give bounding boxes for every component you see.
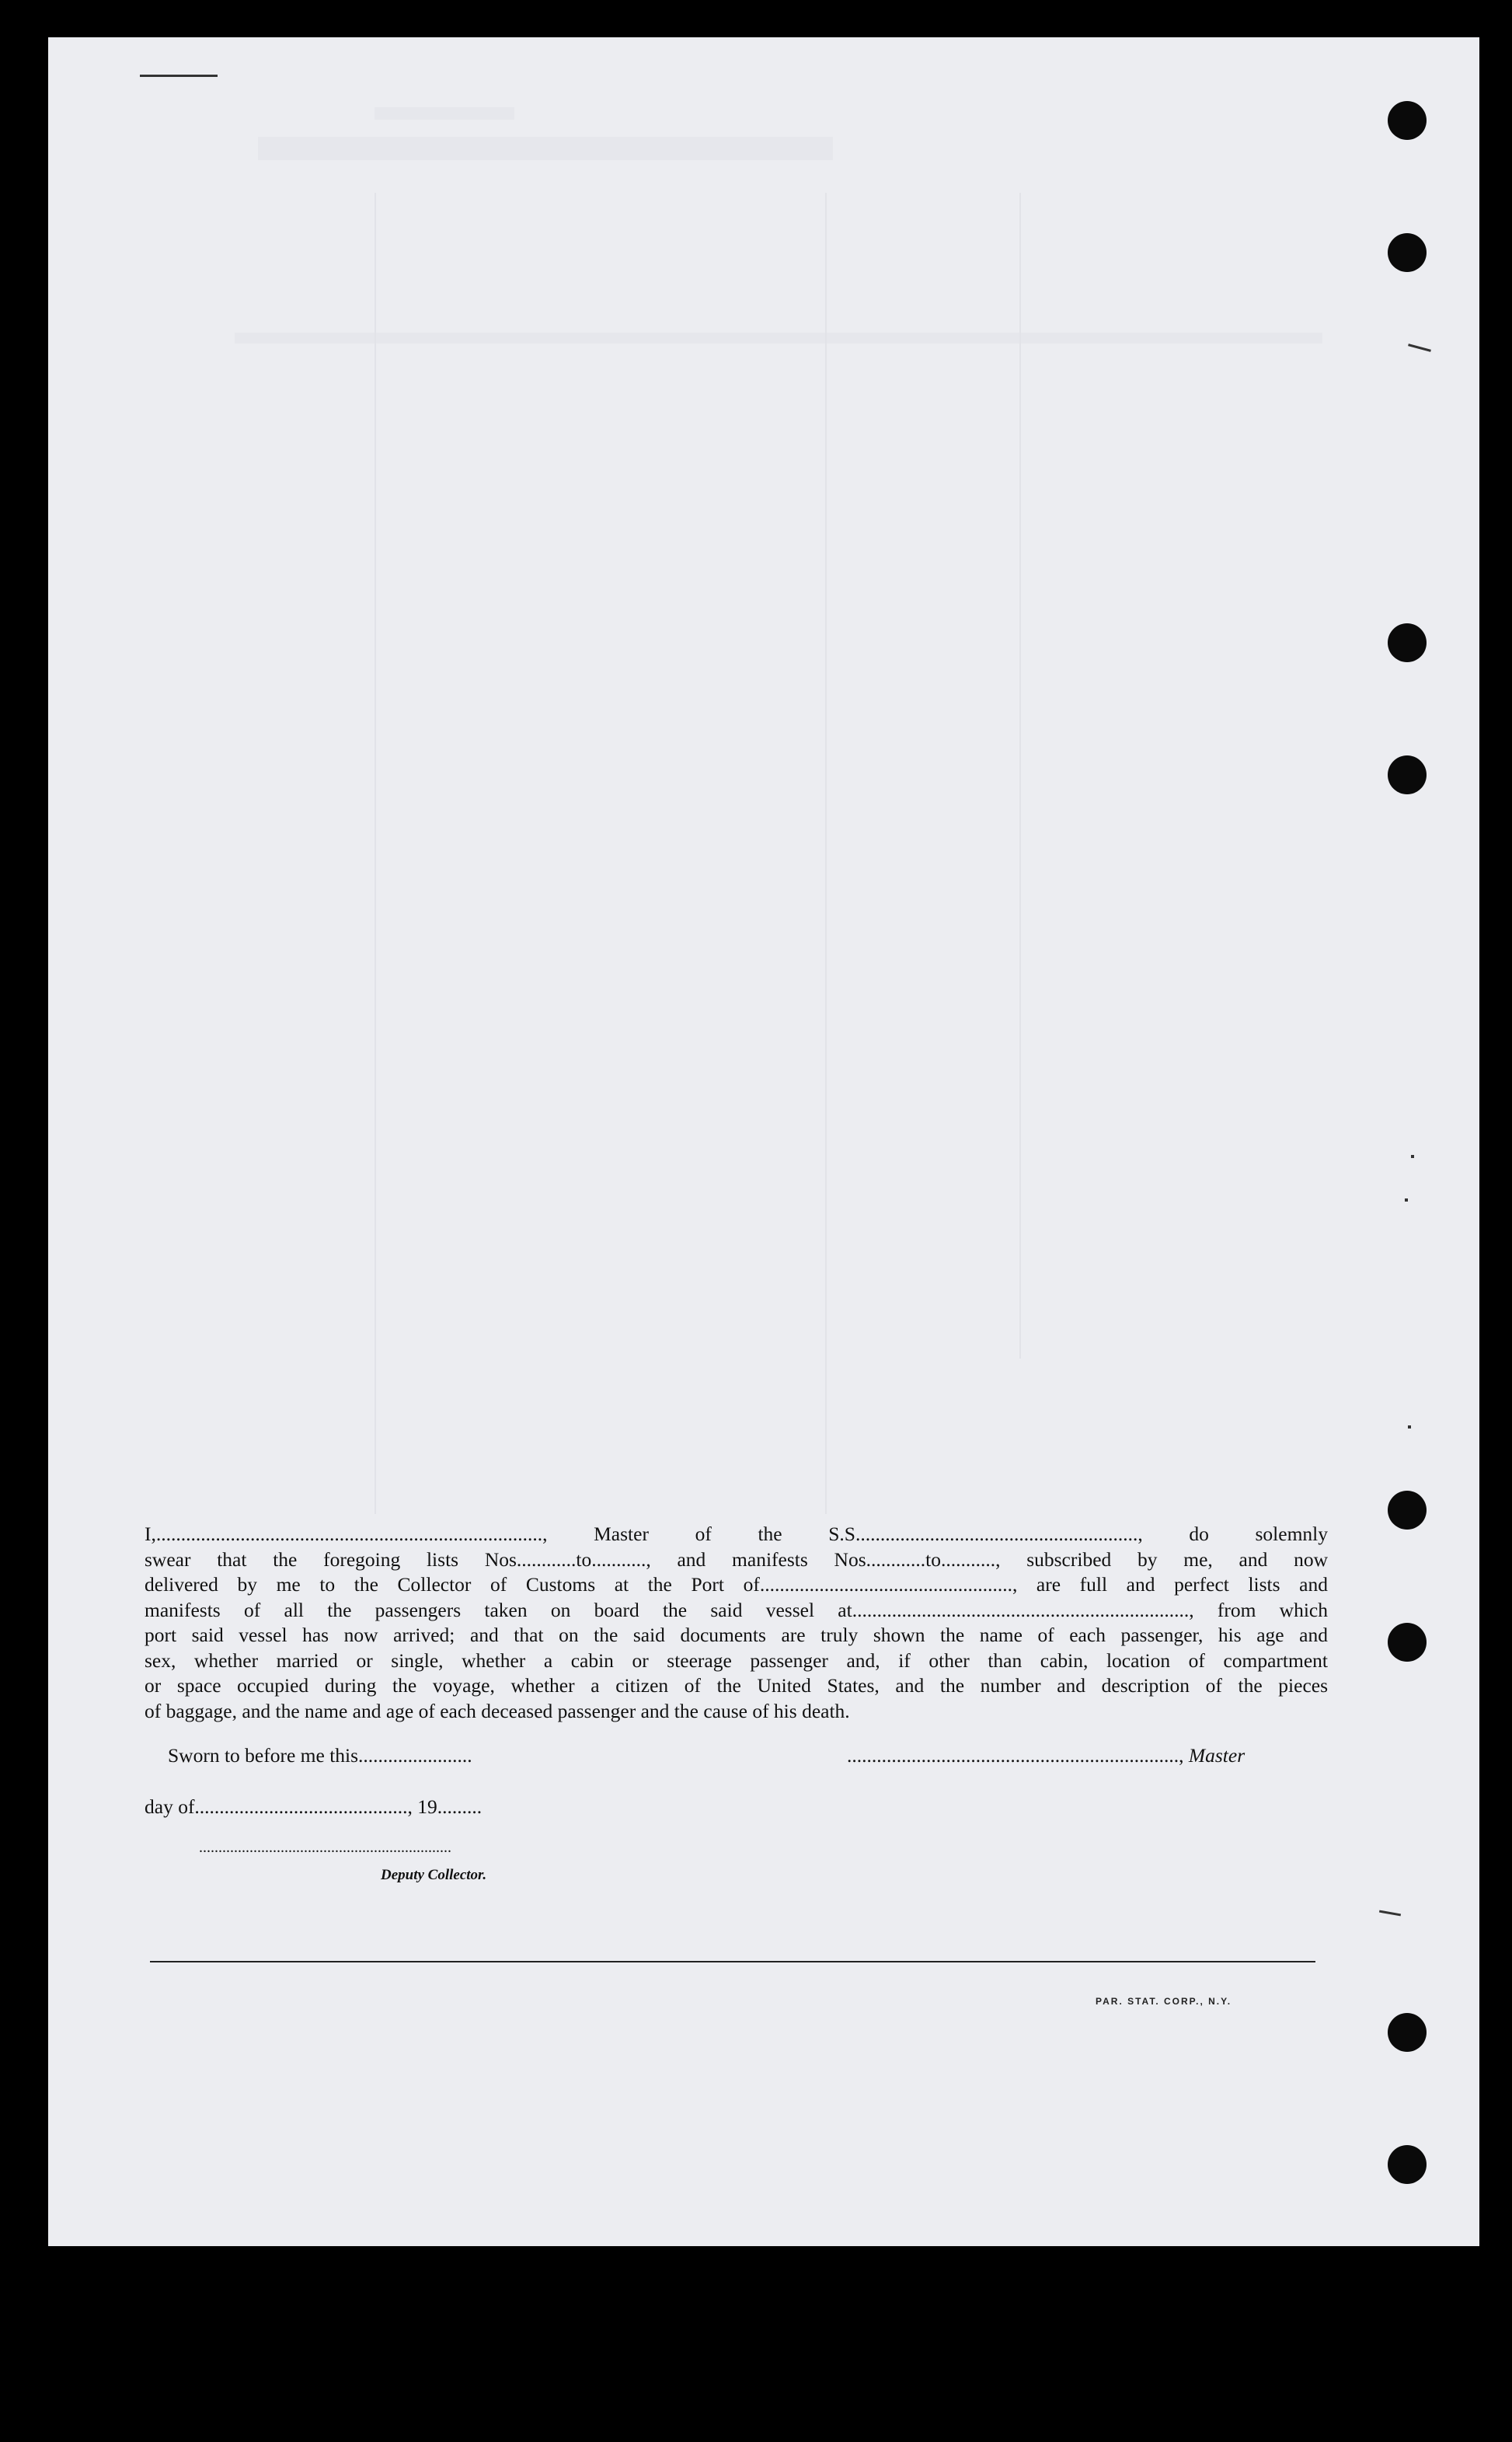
bleed-through-column-rule bbox=[1019, 193, 1021, 1359]
oath-line: delivered by me to the Collector of Customs at the Port of..................................................., are full and perfect lists and bbox=[145, 1573, 1328, 1596]
oath-line: sex, whether married or single, whether a cabin or steerage passenger and, if other than cabin, location of compartment bbox=[145, 1648, 1328, 1672]
punch-hole bbox=[1388, 2145, 1427, 2184]
punch-hole bbox=[1388, 623, 1427, 662]
printer-mark: PAR. STAT. CORP., N.Y. bbox=[1096, 1996, 1232, 2007]
oath-line: or space occupied during the voyage, whether a citizen of the United States, and the number and description of the pieces bbox=[145, 1674, 1328, 1697]
scan-speck bbox=[140, 75, 218, 77]
bleed-through-column-rule bbox=[375, 193, 376, 1514]
oath-paragraph bbox=[145, 1522, 1328, 1724]
manifest-sheet bbox=[48, 37, 1479, 2246]
punch-hole bbox=[1388, 101, 1427, 140]
scan-speck bbox=[1411, 1155, 1414, 1158]
master-signature-line bbox=[847, 1744, 1245, 1767]
deputy-signature-dots: ................................................................. bbox=[199, 1839, 451, 1856]
bleed-through-column-rule bbox=[825, 193, 827, 1514]
oath-line: I,.............................................................................., Master of the S.S........................................................., do solemnly bbox=[145, 1523, 1328, 1545]
day-of-line: day of..........................................., 19......... bbox=[145, 1795, 483, 1818]
oath-line: of baggage, and the name and age of each deceased passenger and the cause of his death. bbox=[145, 1699, 850, 1722]
scan-speck bbox=[1408, 1425, 1411, 1429]
sworn-before-line: Sworn to before me this....................... bbox=[168, 1744, 472, 1767]
punch-hole bbox=[1388, 233, 1427, 272]
bleed-through-subheader bbox=[375, 107, 514, 120]
oath-line: swear that the foregoing lists Nos............to..........., and manifests Nos............to..........., subscribed by me, and now bbox=[145, 1547, 1328, 1571]
master-signature-dots: ..................................................................., bbox=[847, 1744, 1184, 1767]
punch-hole bbox=[1388, 1623, 1427, 1662]
deputy-collector-label: Deputy Collector. bbox=[381, 1867, 487, 1883]
punch-hole bbox=[1388, 1491, 1427, 1530]
scan-speck bbox=[1405, 1198, 1408, 1202]
bleed-through-row bbox=[235, 333, 1322, 344]
punch-hole bbox=[1388, 2013, 1427, 2052]
bleed-through-header bbox=[258, 137, 833, 160]
master-label: Master bbox=[1188, 1744, 1245, 1767]
oath-line: manifests of all the passengers taken on board the said vessel at...................................................................., from which bbox=[145, 1598, 1328, 1621]
footer-rule bbox=[150, 1961, 1315, 1962]
oath-line: port said vessel has now arrived; and that on the said documents are truly shown the name of each passenger, his age and bbox=[145, 1624, 1328, 1646]
punch-hole bbox=[1388, 755, 1427, 794]
